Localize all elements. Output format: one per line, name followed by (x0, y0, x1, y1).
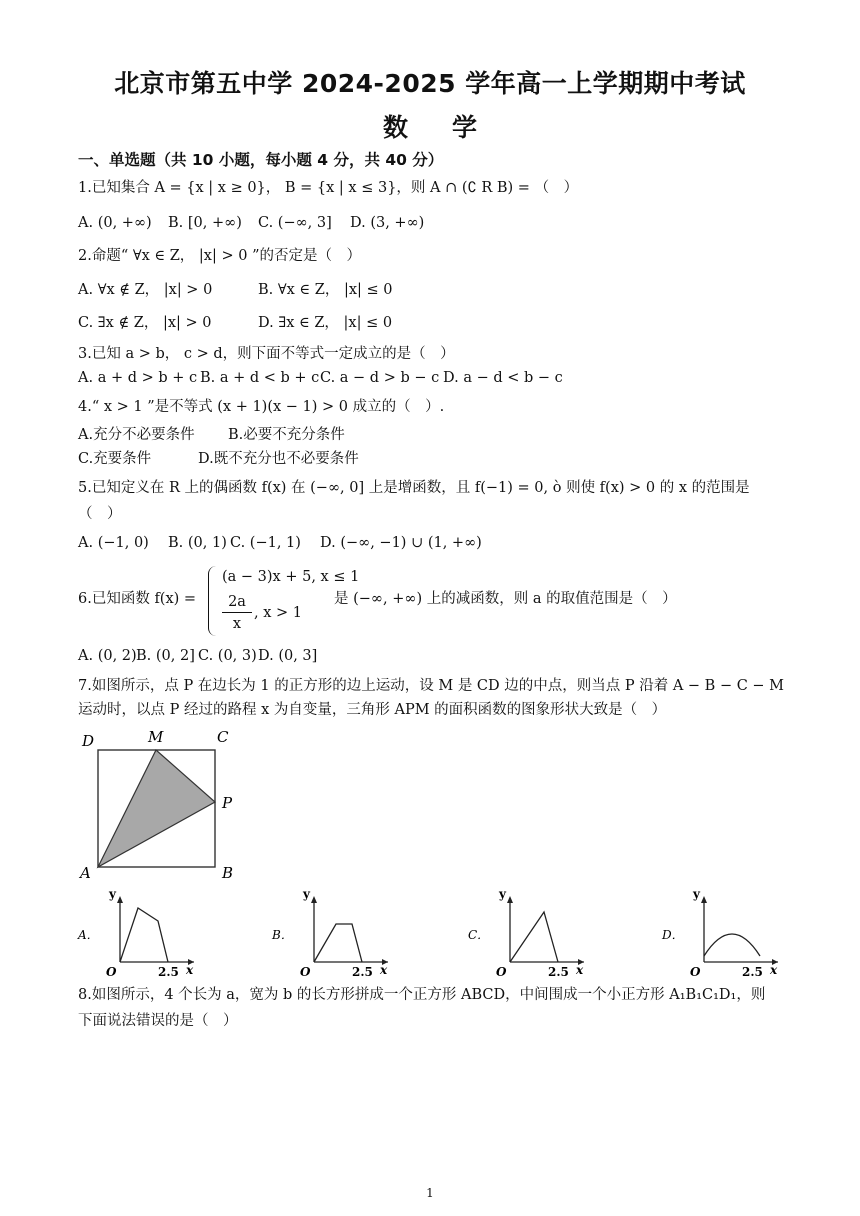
label-c: C (217, 728, 229, 746)
q4-option-a: A.充分不必要条件 (78, 427, 195, 443)
subject-title (0, 108, 860, 144)
q3-stem: 3.已知 a > b， c > d，则下面不等式一定成立的是（ ） (78, 346, 455, 362)
q7-square-figure (76, 722, 246, 882)
svg-text:O: O (106, 965, 117, 979)
graph-a-label: A． (78, 928, 99, 942)
q8-stem-line-2: 下面说法错误的是（ ） (78, 1013, 238, 1029)
q3-option-c: C. a − d > b − c (320, 370, 440, 386)
q4-option-b: B.必要不充分条件 (228, 427, 345, 443)
q1-option-b: B. [0, +∞) (168, 215, 242, 231)
svg-text:x: x (576, 963, 584, 977)
graph-c-curve (510, 912, 558, 962)
section-heading: 一、单选题（共 10 小题，每小题 4 分，共 40 分） (78, 151, 444, 169)
q2-option-d: D. ∃x ∈ Z， |x| ≤ 0 (258, 315, 393, 331)
q5-option-a: A. (−1, 0) (78, 535, 149, 551)
subject-char-2: 学 (452, 113, 478, 142)
graph-d-label: D． (662, 928, 684, 942)
svg-text:O: O (496, 965, 507, 979)
q2-stem: 2.命题“ ∀x ∈ Z， |x| > 0 ”的否定是（ ） (78, 248, 361, 264)
graph-b-label: B． (272, 928, 293, 942)
svg-text:2.5: 2.5 (742, 965, 763, 979)
label-b: B (222, 864, 234, 882)
q1-option-d: D. (3, +∞) (350, 215, 425, 231)
graph-a-curve (120, 908, 168, 962)
graph-d-curve (704, 934, 760, 956)
q5-option-c: C. (−1, 1) (230, 535, 301, 551)
q1-option-a: A. (0, +∞) (78, 215, 152, 231)
q3-option-d: D. a − d < b − c (443, 370, 563, 386)
q7-stem-line-1: 7.如图所示，点 P 在边长为 1 的正方形的边上运动，设 M 是 CD 边的中点，则当点 P 沿着 A − B − C − M (78, 678, 785, 694)
label-m: M (148, 728, 164, 746)
subject-char-1: 数 (382, 113, 408, 142)
svg-text:y: y (499, 887, 506, 901)
svg-text:x: x (380, 963, 388, 977)
q6-option-d: D. (0, 3] (258, 648, 318, 664)
q3-option-a: A. a + d > b + c (78, 370, 198, 386)
q4-option-d: D.既不充分也不必要条件 (198, 451, 359, 467)
q5-option-b: B. (0, 1) (168, 535, 227, 551)
svg-text:2.5: 2.5 (158, 965, 179, 979)
q6-option-b: B. (0, 2] (136, 648, 195, 664)
svg-text:y: y (693, 887, 700, 901)
q3-option-b: B. a + d < b + c (200, 370, 320, 386)
q6-stem-right: 是 (−∞, +∞) 上的减函数，则 a 的取值范围是（ ） (334, 591, 677, 607)
q7-stem-line-2: 运动时，以点 P 经过的路程 x 为自变量，三角形 APM 的面积函数的图象形状大致是（ ） (78, 702, 667, 718)
svg-text:2.5: 2.5 (352, 965, 373, 979)
label-d: D (82, 732, 95, 750)
q7-graph-b (266, 884, 396, 979)
graph-b-curve (314, 924, 362, 962)
graph-c-label: C． (468, 928, 490, 942)
svg-text:x: x (186, 963, 194, 977)
q7-graph-d (656, 884, 786, 979)
svg-text:O: O (690, 965, 701, 979)
label-a: A (80, 864, 91, 882)
label-p: P (222, 794, 233, 812)
q6-piece-2-denominator: x (232, 616, 242, 632)
svg-text:y: y (303, 887, 310, 901)
q6-piecewise-brace (208, 566, 219, 636)
page-number: 1 (426, 1186, 434, 1200)
q1-option-c: C. (−∞, 3] (258, 215, 332, 231)
svg-text:2.5: 2.5 (548, 965, 569, 979)
q5-option-d: D. (−∞, −1) ∪ (1, +∞) (320, 535, 482, 551)
q7-graph-a (72, 884, 202, 979)
q2-option-c: C. ∃x ∉ Z， |x| > 0 (78, 315, 212, 331)
svg-text:y: y (109, 887, 116, 901)
q6-piece-2-numerator: 2a (222, 592, 252, 613)
q4-option-c: C.充要条件 (78, 451, 152, 467)
svg-text:O: O (300, 965, 311, 979)
q6-piece-2-condition: , x > 1 (254, 605, 302, 621)
triangle-apm (98, 750, 215, 867)
q6-option-a: A. (0, 2) (78, 648, 137, 664)
q6-option-c: C. (0, 3) (198, 648, 257, 664)
q7-graph-c (462, 884, 592, 979)
q4-stem: 4.“ x > 1 ”是不等式 (x + 1)(x − 1) > 0 成立的（ ）. (78, 399, 445, 415)
q5-stem: 5.已知定义在 R 上的偶函数 f(x) 在 (−∞, 0] 上是增函数，且 f(−1) = 0, ò 则使 f(x) > 0 的 x 的范围是 (78, 480, 750, 496)
q8-stem-line-1: 8.如图所示，4 个长为 a，宽为 b 的长方形拼成一个正方形 ABCD，中间围成一个小正方形 A₁B₁C₁D₁，则 (78, 987, 766, 1003)
svg-text:x: x (770, 963, 778, 977)
q2-option-b: B. ∀x ∈ Z， |x| ≤ 0 (258, 282, 393, 298)
exam-title: 北京市第五中学 2024-2025 学年高一上学期期中考试 (114, 69, 746, 98)
q6-stem-left: 6.已知函数 f(x) = (78, 591, 197, 607)
q6-piece-1: (a − 3)x + 5, x ≤ 1 (222, 569, 360, 585)
q5-stem-cont: （ ） (78, 506, 122, 522)
q2-option-a: A. ∀x ∉ Z， |x| > 0 (78, 282, 213, 298)
q1-stem: 1.已知集合 A = {x | x ≥ 0}， B = {x | x ≤ 3}，则 A ∩ (∁ R B) = （ ） (78, 180, 579, 196)
